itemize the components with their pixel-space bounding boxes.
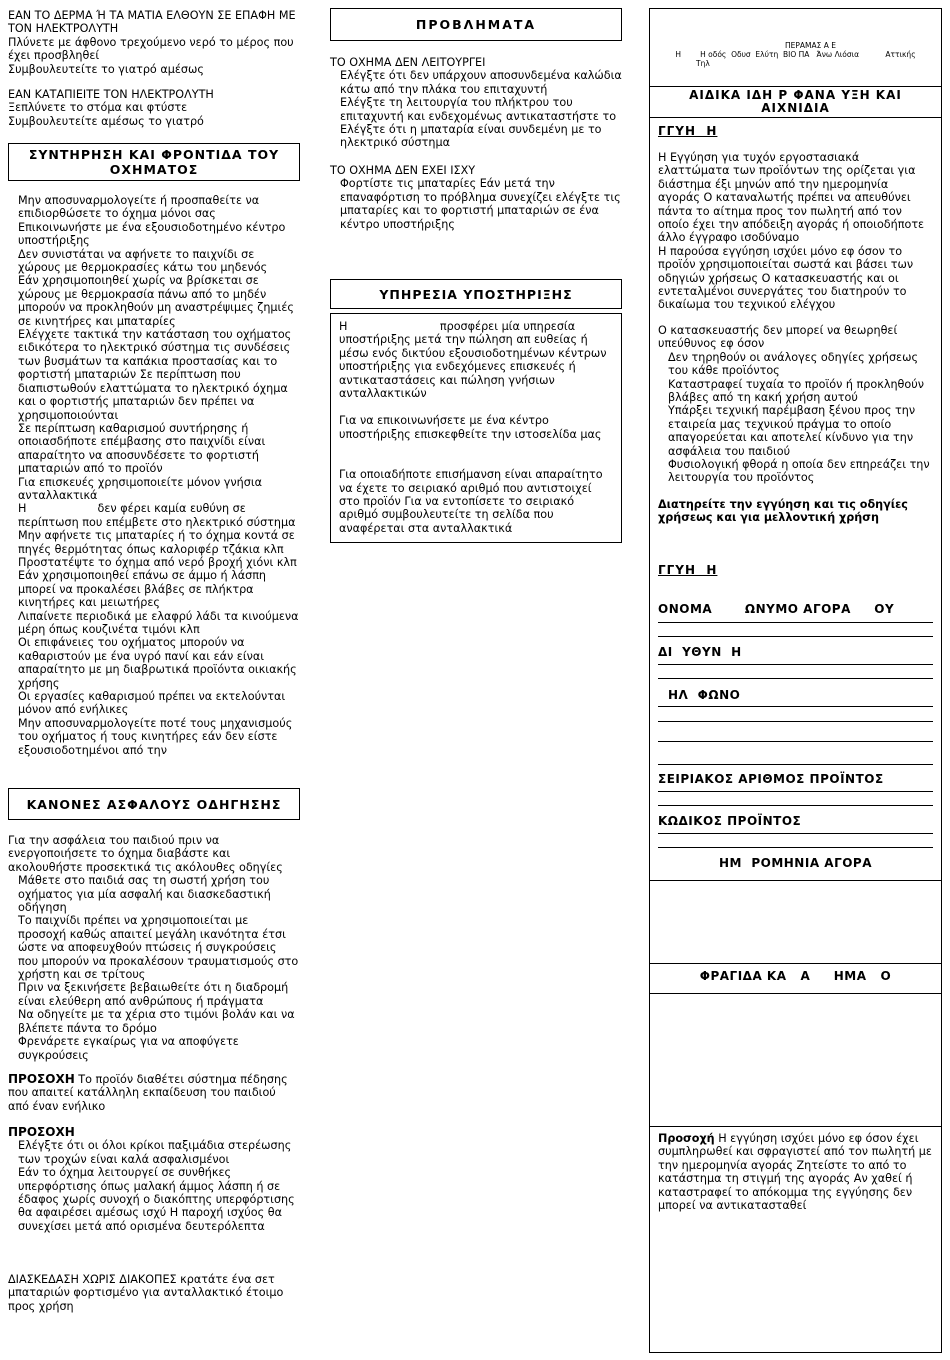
phone-line[interactable] — [658, 721, 933, 722]
list-item: Οι εργασίες καθαρισμού πρέπει να εκτελούνται μόνον από ενήλικες — [18, 690, 286, 717]
divider — [650, 117, 941, 118]
purchase-date-label: ΗΜ ΡΟΜΗΝΙΑ ΑΓΟΡΑ — [718, 856, 872, 870]
problem-title: ΤΟ ΟΧΗΜΑ ΔΕΝ ΛΕΙΤΟΥΡΓΕΙ — [330, 56, 486, 69]
problem-no-power — [330, 164, 622, 231]
caution-label: ΠΡΟΣΟΧΗ — [8, 1125, 75, 1139]
list-item: Οι επιφάνειες του οχήματος μπορούν να καθαριστούν με ένα υγρό πανί και εάν είναι απαραίτητο με μη διαβρωτικά προϊόντα οικιακής χρήσης — [18, 636, 297, 690]
warranty-paragraph: Η παρούσα εγγύηση ισχύει μόνο εφ όσον το προϊόν χρησιμοποιείται σωστά και βάσει των οδηγιών χρήσεως Ο κατασκευαστής και οι εντεταλμένοι συνεργάτες του διατηρούν το δικαίωμα του τεχνικού ελέγχου — [658, 244, 914, 312]
skin-contact-section — [8, 9, 300, 76]
list-item: Για επισκευές χρησιμοποιείτε μόνον γνήσια ανταλλακτικά — [18, 475, 262, 502]
swallow-line: Ξεπλύνετε το στόμα και φτύστε — [8, 101, 188, 115]
swallow-line: Συμβουλευτείτε αμέσως το γιατρό — [8, 114, 204, 128]
fun-tip — [8, 1273, 300, 1313]
list-item: Να οδηγείτε με τα χέρια στο τιμόνι βολάν και να βλέπετε πάντα το δρόμο — [18, 1008, 295, 1035]
divider — [650, 1126, 941, 1127]
serial-number-line[interactable] — [658, 805, 933, 806]
special-title: ΑΙΔΙΚΑ ΙΔΗ Ρ ΦΑΝΑ ΥΞΗ ΚΑΙ ΑΙΧΝΙΔΙΑ — [689, 88, 902, 115]
company-header — [658, 41, 933, 68]
caution-braking — [8, 1073, 300, 1113]
list-item: Εάν το όχημα λειτουργεί σε συνθήκες υπερφόρτισης όπως μαλακή άμμος λάσπη ή σε έδαφος χωρίς συνοχή ο διακόπτης υπερφόρτισης θα αφαιρέσει αμέσως ισχύ Η παροχή ισχύος θα συνεχίσει μετά από ορισμένα δευτερόλεπτα — [18, 1166, 295, 1233]
list-item: Μην αποσυναρμολογείτε ποτέ τους μηχανισμούς του οχήματος ή τους κινητήρες εάν δεν είστε εξουσιοδοτημένοι από την — [18, 716, 293, 757]
stamp-label: ΦΡΑΓΙΔΑ ΚΑ Α ΗΜΑ Ο — [699, 969, 892, 983]
problem-title: ΤΟ ΟΧΗΜΑ ΔΕΝ ΕΧΕΙ ΙΣΧΥ — [330, 164, 476, 177]
safety-heading-text: ΚΑΝΟΝΕΣ ΑΣΦΑΛΟΥΣ ΟΔΗΓΗΣΗΣ — [26, 796, 282, 812]
list-item: Μην αφήνετε τις μπαταρίες ή το όχημα κοντά σε πηγές θερμότητας όπως καλοριφέρ τζάκια κλπ — [18, 529, 295, 556]
caution-text: Το προϊόν διαθέτει σύστημα πέδησης που απαιτεί κατάλληλη εκπαίδευση του παιδιού από έναν ενήλικο — [8, 1073, 288, 1113]
warranty-note — [658, 1132, 933, 1212]
note-text: Η εγγύηση ισχύει μόνο εφ όσον έχει συμπληρωθεί και σφραγιστεί από τον πωλητή με την ημερομηνία αγοράς Ζητείστε το από το κατάστημα τη στιγμή της αγοράς Αν χαθεί ή καταστραφεί το απόκομμα της εγγύησης δεν μπορεί να αντικατασταθεί — [658, 1132, 932, 1213]
product-code-line[interactable] — [658, 847, 933, 848]
stamp-box[interactable] — [650, 994, 941, 1126]
list-item: Επικοινωνήστε με ένα εξουσιοδοτημένο κέντρο υποστήριξης — [18, 220, 286, 248]
list-item: Μην αποσυναρμολογείτε ή προσπαθείτε να επιδιορθώσετε το όχημα μόνοι σας — [18, 194, 260, 221]
warranty-paragraph: Ο κατασκευαστής δεν μπορεί να θεωρηθεί υπεύθυνος εφ όσον — [658, 323, 898, 351]
list-item: Ελέγχετε τακτικά την κατάσταση του οχήματος ειδικότερα το ηλεκτρικό σύστημα τις συνδέσεις των βυσμάτων τα καπάκια προστασίας και το φορτιστή μπαταριών Σε περίπτωση που διαπιστωθούν ελαττώματα το ηλεκτρικό όχημα και ο φορτιστής μπαταριών δεν πρέπει να χρησιμοποιούνται — [18, 328, 292, 422]
list-item: Λιπαίνετε περιοδικά με ελαφρύ λάδι τα κινούμενα μέρη όπως κουζινέτα τιμόνι κλπ — [18, 609, 299, 636]
list-item: Ελέγξτε ότι η μπαταρία είναι συνδεμένη με το ηλεκτρικό σύστημα — [340, 123, 602, 150]
support-paragraph: Για οποιαδήποτε επισήμανση είναι απαραίτητο να έχετε το σειριακό αριθμό που αντιστοιχεί στο προϊόν Για να εντοπίσετε το σειριακό αριθμό συμβουλευτείτε τη σελίδα που αναφέρεται στα ανταλλακτικά — [339, 468, 603, 535]
list-item: Πριν να ξεκινήσετε βεβαιωθείτε ότι η διαδρομή είναι ελεύθερη από ανθρώπους ή πράγματα — [18, 981, 289, 1008]
maintenance-heading-text: ΣΥΝΤΗΡΗΣΗ ΚΑΙ ΦΡΟΝΤΙΔΑ ΤΟΥ ΟΧΗΜΑΤΟΣ — [28, 147, 280, 177]
purchase-date-box[interactable] — [650, 881, 941, 963]
safety-heading — [8, 788, 300, 820]
skin-contact-title: ΕΑΝ ΤΟ ΔΕΡΜΑ Ή ΤΑ ΜΑΤΙΑ ΕΛΘΟΥΝ ΣΕ ΕΠΑΦΗ ΜΕ ΤΟΝ ΗΛΕΚΤΡΟΛΥΤΗ — [8, 9, 296, 36]
maintenance-list — [8, 194, 300, 757]
support-paragraph: Για να επικοινωνήσετε με ένα κέντρο υποστήριξης επισκεφθείτε την ιστοσελίδα μας — [339, 414, 602, 441]
warranty-paragraph: Η Εγγύηση για τυχόν εργοστασιακά ελαττώματα των προϊόντων της ορίζεται για διάστημα έξι μηνών από την ημερομηνία αγοράς Ο καταναλωτής πρέπει να απευθύνει πάντα το αίτημα προς τον πωλητή από τον οποίο έχει την απόδειξη αγοράς ή οποιοδήποτε άλλο έγγραφο ισοδύναμο — [658, 151, 925, 245]
list-item: Ελέγξτε ότι οι όλοι κρίκοι παξιμάδια στερέωσης των τροχών είναι καλά ασφαλισμένοι — [18, 1139, 292, 1166]
fun-text: κρατάτε ένα σετ μπαταριών φορτισμένο για ανταλλακτικό έτοιμο προς χρήση — [8, 1273, 284, 1313]
problems-heading — [330, 8, 622, 41]
safety-section — [8, 834, 300, 1062]
keep-note: Διατηρείτε την εγγύηση και τις οδηγίες χρήσεως και για μελλοντική χρήση — [658, 497, 908, 525]
address-line[interactable] — [658, 678, 933, 679]
list-item: Καταστραφεί τυχαία το προϊόν ή προκληθούν βλάβες από τη κακή χρήση αυτού — [668, 377, 924, 404]
support-box — [330, 313, 622, 543]
warranty-title: ΓΓΥΗ Η — [658, 563, 718, 577]
skin-contact-line: Πλύνετε με άφθονο τρεχούμενο νερό το μέρος που έχει προσβληθεί — [8, 35, 294, 63]
note-label: Προσοχή — [658, 1132, 715, 1145]
serial-number-line[interactable] — [658, 791, 933, 792]
problem-not-working — [330, 56, 622, 150]
swallow-section — [8, 88, 300, 128]
buyer-name-line[interactable] — [658, 636, 933, 637]
list-item: Το παιχνίδι πρέπει να χρησιμοποιείται με προσοχή καθώς απαιτεί μεγάλη ικανότητα έτσι ώστε να αποφευχθούν πτώσεις ή συγκρούσεις που μπορούν να προκαλέσουν τραυματισμούς στο χρήστη και σε τρίτους — [18, 914, 299, 982]
list-item: Υπάρξει τεχνική παρέμβαση ξένου προς την εταιρεία μας τεχνικού πράγμα το οποίο απαγορεύεται και αποτελεί κίνδυνο για την ασφάλεια του παιδιού — [668, 404, 916, 458]
support-paragraph: Η προσφέρει μία υπηρεσία υποστήριξης μετά την πώληση απ ευθείας ή μέσω ενός δικτύου εξουσιοδοτημένων κέντρων υποστήριξης για ενδεχόμενες επισκευές ή αντικαταστάσεις και πώληση γνήσιων ανταλλακτικών — [339, 320, 611, 401]
product-code-label: ΚΩΔΙΚΟΣ ΠΡΟΪΝΤΟΣ — [658, 814, 802, 828]
problems-heading-text: ΠΡΟΒΛΗΜΑΤΑ — [415, 17, 537, 32]
list-item: Η δεν φέρει καμία ευθύνη σε περίπτωση που επέμβετε στο ηλεκτρικό σύστημα — [18, 502, 296, 529]
address-line[interactable] — [658, 664, 933, 665]
divider — [650, 86, 941, 87]
maintenance-heading — [8, 143, 300, 181]
divider — [650, 963, 941, 964]
product-code-line[interactable] — [658, 833, 933, 834]
swallow-title: ΕΑΝ ΚΑΤΑΠΙΕΙΤΕ ΤΟΝ ΗΛΕΚΤΡΟΛΥΤΗ — [8, 88, 214, 101]
address-label: ΔΙ ΥΘΥΝ Η — [658, 645, 742, 659]
list-item: Μάθετε στο παιδιά σας τη σωστή χρήση του οχήματος για μία ασφαλή και διασκεδαστική οδήγηση — [18, 874, 271, 915]
list-item: Δεν συνιστάται να αφήνετε το παιχνίδι σε χώρους με θερμοκρασίες κάτω του μηδενός — [18, 247, 268, 275]
list-item: Δεν τηρηθούν οι ανάλογες οδηγίες χρήσεως του κάθε προϊόντος — [668, 350, 919, 378]
company-name: ΠΕΡΑΜΑΣ Α Ε — [784, 41, 836, 50]
safety-intro: Για την ασφάλεια του παιδιού πριν να ενεργοποιήσετε το όχημα διαβάστε και ακολουθήστε προσεκτικά τις ακόλουθες οδηγίες — [8, 834, 283, 874]
list-item: Σε περίπτωση καθαρισμού συντήρησης ή οποιασδήποτε επέμβασης στο παιχνίδι είναι απαραίτητο να αποσυνδέσετε το φορτιστή μπαταριών από το προϊόν — [18, 421, 266, 476]
list-item: Προστατέψτε το όχημα από νερό βροχή χιόνι κλπ Εάν χρησιμοποιηθεί επάνω σε άμμο ή λάσπη μπορεί να προκαλέσει βλάβες σε πλήκτρα κινητήρες και μειωτήρες — [18, 555, 297, 610]
phone-label: ΗΛ ΦΩΝΟ — [668, 688, 741, 702]
fun-label: ΔΙΑΣΚΕΔΑΣΗ ΧΩΡΙΣ ΔΙΑΚΟΠΕΣ — [8, 1273, 177, 1286]
phone-line[interactable] — [658, 706, 933, 707]
caution-overload — [8, 1126, 300, 1233]
list-item: Εάν χρησιμοποιηθεί χωρίς να βρίσκεται σε χώρους με θερμοκρασία πάνω από το μηδέν μπορούν να προκληθούν μη αναστρέψιμες ζημιές σε κινητήρες και μπαταρίες — [18, 274, 294, 328]
serial-number-label: ΣΕΙΡΙΑΚΟΣ ΑΡΙΘΜΟΣ ΠΡΟΪΝΤΟΣ — [658, 772, 884, 786]
buyer-name-line[interactable] — [658, 622, 933, 623]
list-item: Ελέγξτε τη λειτουργία του πλήκτρου του επιταχυντή και ενδεχομένως αντικαταστήστε το — [340, 96, 617, 123]
list-item: Φυσιολογική φθορά η οποία δεν επηρεάζει την λειτουργία του προϊόντος — [668, 457, 930, 485]
warranty-title: ΓΓΥΗ Η — [658, 124, 718, 138]
company-address: Η Η οδός Οδυσ Ελύτη ΒΙΟ ΠΑ Άνω Λιόσια Αττικής — [675, 50, 916, 59]
phone-line[interactable] — [658, 764, 933, 765]
support-heading — [330, 279, 622, 309]
warranty-frame — [649, 8, 942, 1353]
list-item: Φρενάρετε εγκαίρως για να αποφύγετε συγκρούσεις — [18, 1035, 239, 1062]
warranty-text — [658, 151, 933, 525]
list-item: Ελέγξτε ότι δεν υπάρχουν αποσυνδεμένα καλώδια κάτω από την πλάκα του επιταχυντή — [340, 69, 622, 96]
skin-contact-line: Συμβουλευτείτε το γιατρό αμέσως — [8, 62, 204, 76]
support-heading-text: ΥΠΗΡΕΣΙΑ ΥΠΟΣΤΗΡΙΞΗΣ — [379, 286, 573, 302]
phone-line[interactable] — [658, 741, 933, 742]
company-phone: Τηλ — [696, 59, 710, 68]
buyer-name-label: ΟΝΟΜΑ ΩΝΥΜΟ ΑΓΟΡΑ ΟΥ — [658, 602, 895, 616]
list-item: Φορτίστε τις μπαταρίες Εάν μετά την επαναφόρτιση το πρόβλημα συνεχίζει ελέγξτε τις μπαταρίες και το φορτιστή μπαταριών σε ένα κέντρο υποστήριξης — [340, 177, 621, 231]
caution-label: ΠΡΟΣΟΧΗ — [8, 1072, 75, 1086]
